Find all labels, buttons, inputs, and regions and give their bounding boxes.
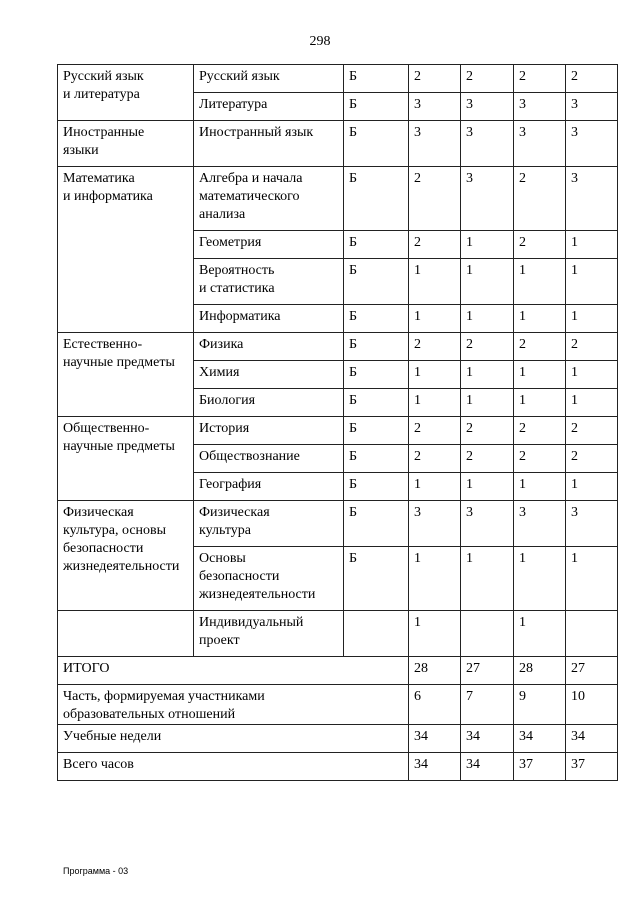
hours-cell: 2 xyxy=(409,65,461,93)
subject-area-cell xyxy=(58,611,194,657)
hours-cell: 7 xyxy=(461,685,514,725)
hours-cell: 3 xyxy=(514,121,566,167)
subject-cell: Русский язык xyxy=(194,65,344,93)
subject-area-cell: Математика и информатика xyxy=(58,167,194,333)
hours-cell: 1 xyxy=(461,231,514,259)
hours-cell: 1 xyxy=(566,231,618,259)
subject-cell: Литература xyxy=(194,93,344,121)
subject-cell: Химия xyxy=(194,361,344,389)
curriculum-table xyxy=(57,64,618,781)
hours-cell: 2 xyxy=(566,417,618,445)
table-row xyxy=(58,417,618,445)
level-cell: Б xyxy=(344,167,409,231)
hours-cell: 2 xyxy=(514,231,566,259)
hours-cell: 3 xyxy=(409,121,461,167)
hours-cell: 34 xyxy=(514,725,566,753)
subject-cell: Физика xyxy=(194,333,344,361)
hours-cell: 3 xyxy=(461,93,514,121)
hours-cell: 1 xyxy=(409,473,461,501)
subject-cell: Основы безопасности жизнедеятельности xyxy=(194,547,344,611)
hours-cell: 1 xyxy=(409,611,461,657)
summary-label-cell: ИТОГО xyxy=(58,657,409,685)
hours-cell: 1 xyxy=(461,389,514,417)
hours-cell: 1 xyxy=(409,547,461,611)
hours-cell: 1 xyxy=(461,473,514,501)
hours-cell: 2 xyxy=(461,333,514,361)
hours-cell: 28 xyxy=(409,657,461,685)
hours-cell: 3 xyxy=(514,93,566,121)
subject-cell: История xyxy=(194,417,344,445)
hours-cell: 1 xyxy=(409,389,461,417)
hours-cell: 34 xyxy=(461,725,514,753)
hours-cell: 1 xyxy=(461,547,514,611)
hours-cell: 3 xyxy=(461,121,514,167)
hours-cell: 2 xyxy=(461,417,514,445)
hours-cell: 1 xyxy=(514,473,566,501)
subject-area-cell: Физическая культура, основы безопасности жизнедеятельности xyxy=(58,501,194,611)
subject-cell: Алгебра и начала математического анализа xyxy=(194,167,344,231)
hours-cell: 37 xyxy=(566,753,618,781)
level-cell: Б xyxy=(344,547,409,611)
hours-cell: 1 xyxy=(461,305,514,333)
subject-area-cell: Русский язык и литература xyxy=(58,65,194,121)
hours-cell: 34 xyxy=(409,753,461,781)
hours-cell: 1 xyxy=(566,389,618,417)
level-cell: Б xyxy=(344,231,409,259)
level-cell: Б xyxy=(344,259,409,305)
hours-cell: 1 xyxy=(566,259,618,305)
table-row xyxy=(58,753,618,781)
hours-cell: 3 xyxy=(566,93,618,121)
level-cell: Б xyxy=(344,473,409,501)
hours-cell: 1 xyxy=(514,361,566,389)
hours-cell: 3 xyxy=(566,167,618,231)
table-row xyxy=(58,121,618,167)
hours-cell xyxy=(461,611,514,657)
hours-cell: 1 xyxy=(514,305,566,333)
summary-label-cell: Часть, формируемая участниками образовательных отношений xyxy=(58,685,409,725)
level-cell: Б xyxy=(344,389,409,417)
hours-cell: 2 xyxy=(514,445,566,473)
level-cell: Б xyxy=(344,445,409,473)
hours-cell: 1 xyxy=(461,259,514,305)
hours-cell: 27 xyxy=(461,657,514,685)
level-cell: Б xyxy=(344,333,409,361)
hours-cell: 3 xyxy=(514,501,566,547)
hours-cell: 37 xyxy=(514,753,566,781)
subject-area-cell: Иностранные языки xyxy=(58,121,194,167)
subject-cell: Вероятность и статистика xyxy=(194,259,344,305)
hours-cell: 6 xyxy=(409,685,461,725)
hours-cell: 3 xyxy=(566,501,618,547)
hours-cell: 27 xyxy=(566,657,618,685)
level-cell: Б xyxy=(344,361,409,389)
hours-cell: 1 xyxy=(566,361,618,389)
level-cell: Б xyxy=(344,417,409,445)
level-cell: Б xyxy=(344,121,409,167)
hours-cell: 2 xyxy=(409,417,461,445)
table-row xyxy=(58,657,618,685)
hours-cell: 2 xyxy=(514,333,566,361)
hours-cell: 3 xyxy=(566,121,618,167)
hours-cell: 1 xyxy=(461,361,514,389)
hours-cell: 2 xyxy=(566,333,618,361)
table-row xyxy=(58,725,618,753)
table-row xyxy=(58,611,618,657)
subject-area-cell: Естественно- научные предметы xyxy=(58,333,194,417)
hours-cell: 2 xyxy=(409,167,461,231)
table-row xyxy=(58,685,618,725)
subject-cell: Обществознание xyxy=(194,445,344,473)
hours-cell: 3 xyxy=(461,501,514,547)
hours-cell: 1 xyxy=(514,259,566,305)
hours-cell: 1 xyxy=(514,547,566,611)
hours-cell: 34 xyxy=(566,725,618,753)
hours-cell xyxy=(566,611,618,657)
level-cell xyxy=(344,611,409,657)
hours-cell: 2 xyxy=(461,445,514,473)
hours-cell: 3 xyxy=(409,93,461,121)
hours-cell: 2 xyxy=(409,231,461,259)
hours-cell: 2 xyxy=(514,167,566,231)
hours-cell: 10 xyxy=(566,685,618,725)
hours-cell: 9 xyxy=(514,685,566,725)
hours-cell: 2 xyxy=(409,333,461,361)
subject-area-cell: Общественно- научные предметы xyxy=(58,417,194,501)
table-row xyxy=(58,65,618,93)
subject-cell: Геометрия xyxy=(194,231,344,259)
hours-cell: 1 xyxy=(514,389,566,417)
subject-cell: Физическая культура xyxy=(194,501,344,547)
level-cell: Б xyxy=(344,305,409,333)
hours-cell: 1 xyxy=(566,473,618,501)
hours-cell: 2 xyxy=(514,417,566,445)
level-cell: Б xyxy=(344,65,409,93)
hours-cell: 3 xyxy=(461,167,514,231)
hours-cell: 28 xyxy=(514,657,566,685)
table-row xyxy=(58,333,618,361)
hours-cell: 1 xyxy=(566,547,618,611)
hours-cell: 1 xyxy=(409,305,461,333)
hours-cell: 34 xyxy=(409,725,461,753)
hours-cell: 2 xyxy=(566,445,618,473)
subject-cell: Индивидуальный проект xyxy=(194,611,344,657)
hours-cell: 2 xyxy=(461,65,514,93)
table-row xyxy=(58,167,618,231)
level-cell: Б xyxy=(344,501,409,547)
hours-cell: 2 xyxy=(566,65,618,93)
page-footer: Программа - 03 xyxy=(63,866,129,876)
subject-cell: Биология xyxy=(194,389,344,417)
hours-cell: 2 xyxy=(514,65,566,93)
hours-cell: 3 xyxy=(409,501,461,547)
subject-cell: Иностранный язык xyxy=(194,121,344,167)
table-row xyxy=(58,501,618,547)
hours-cell: 2 xyxy=(409,445,461,473)
hours-cell: 1 xyxy=(409,259,461,305)
hours-cell: 1 xyxy=(566,305,618,333)
subject-cell: Информатика xyxy=(194,305,344,333)
subject-cell: География xyxy=(194,473,344,501)
hours-cell: 34 xyxy=(461,753,514,781)
level-cell: Б xyxy=(344,93,409,121)
hours-cell: 1 xyxy=(514,611,566,657)
summary-label-cell: Всего часов xyxy=(58,753,409,781)
page-number: 298 xyxy=(309,34,331,49)
hours-cell: 1 xyxy=(409,361,461,389)
summary-label-cell: Учебные недели xyxy=(58,725,409,753)
